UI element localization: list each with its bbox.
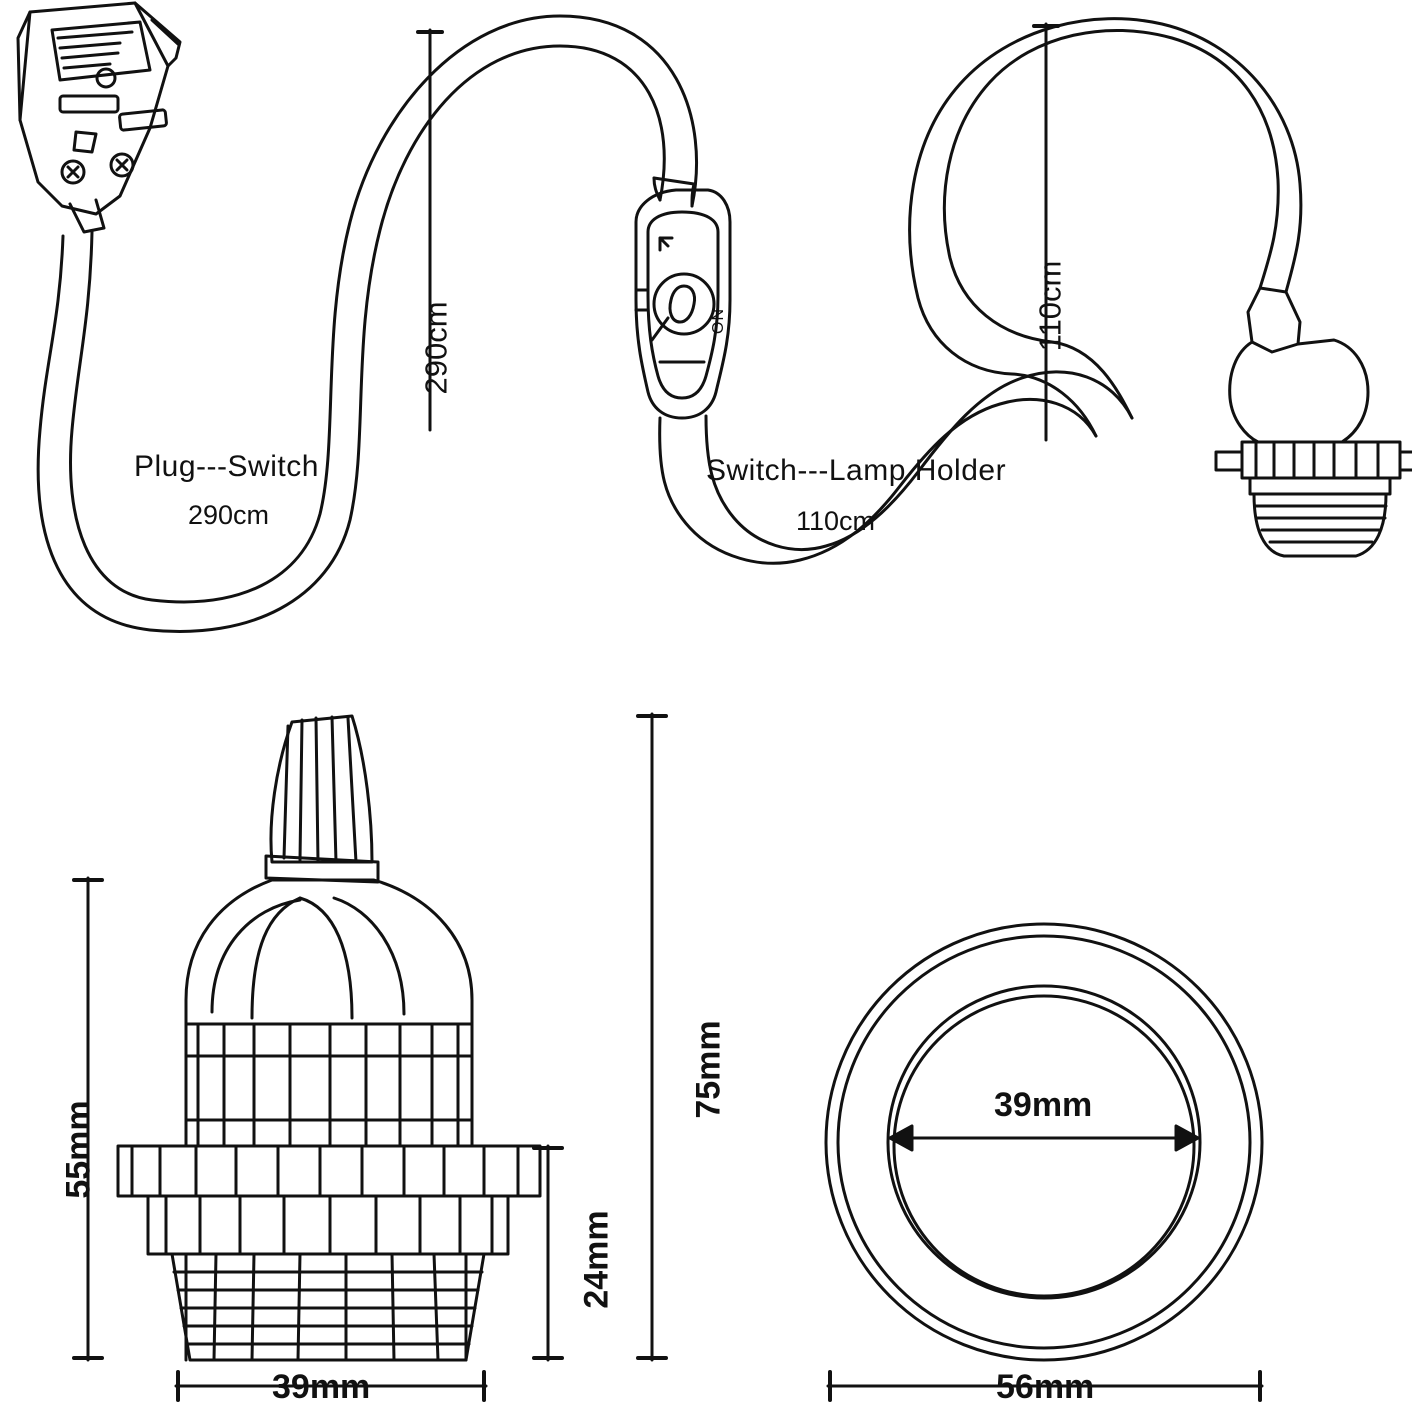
dimmer-switch-icon [636,190,730,418]
dimension-shade-ring-height: 24mm [577,1210,616,1309]
label-plug-to-switch: Plug---Switch [134,450,319,483]
value-switch-to-lamp-holder: 110cm [796,506,876,536]
dimension-290cm: 290cm [418,301,454,395]
label-switch-to-lamp-holder: Switch---Lamp Holder [706,454,1007,487]
plug-icon [18,3,180,232]
dimension-body-height: 55mm [59,1100,98,1199]
dimension-overall-height: 75mm [689,1020,728,1119]
lamp-holder-icon [1216,288,1412,556]
shade-ring-top-view [826,924,1262,1360]
dimension-ring-inner-diameter: 39mm [994,1086,1093,1124]
value-plug-to-switch: 290cm [188,500,270,530]
lamp-holder-side-view [118,716,540,1360]
switch-on-marking: ON [710,308,727,334]
dimension-base-width: 39mm [272,1368,371,1406]
dimension-ring-outer-diameter: 56mm [996,1368,1095,1406]
dimension-110cm: 110cm [1032,260,1068,352]
